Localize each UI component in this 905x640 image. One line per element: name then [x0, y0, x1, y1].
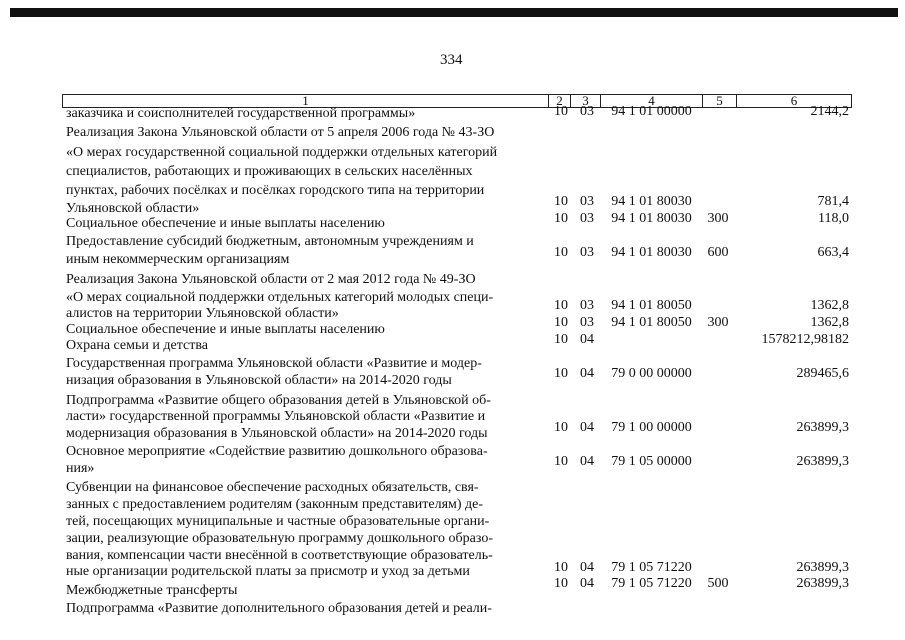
cell-section: 10 — [554, 332, 568, 347]
text-line: специалистов, работающих и проживающих в сельских населённых — [66, 164, 473, 179]
cell-expense-type: 300 — [707, 315, 729, 330]
text-line: модернизация образования в Ульяновской области» на 2014-2020 годы — [66, 426, 488, 441]
table-row — [0, 560, 905, 576]
text-line: Реализация Закона Ульяновской области от 5 апреля 2006 года № 43-ЗО — [66, 125, 495, 140]
text-line: Субвенции на финансовое обеспечение расходных обязательств, свя- — [66, 480, 479, 495]
cell-target-code: 79 0 00 00000 — [611, 366, 692, 381]
cell-amount: 1578212,98182 — [761, 332, 849, 347]
table-row — [0, 315, 905, 331]
column-header-3: 3 — [570, 94, 601, 108]
table-row — [0, 332, 905, 348]
table-row — [0, 211, 905, 227]
page-top-border — [10, 8, 898, 17]
cell-target-code: 94 1 01 80030 — [611, 194, 692, 209]
cell-target-code: 79 1 05 71220 — [611, 560, 692, 575]
text-line: пунктах, рабочих посёлках и посёлках городского типа на территории — [66, 183, 485, 198]
cell-amount: 663,4 — [817, 245, 849, 260]
text-line: ния» — [66, 461, 95, 476]
cell-section: 10 — [554, 576, 568, 591]
column-header-2: 2 — [548, 94, 571, 108]
page-number: 334 — [440, 52, 463, 68]
cell-target-code: 94 1 01 80030 — [611, 211, 692, 226]
table-row — [0, 420, 905, 436]
text-line: Социальное обеспечение и иные выплаты населению — [66, 322, 385, 337]
cell-target-code: 79 1 05 71220 — [611, 576, 692, 591]
cell-amount: 263899,3 — [796, 454, 849, 469]
cell-section: 10 — [554, 454, 568, 469]
text-line: Подпрограмма «Развитие дополнительного образования детей и реали- — [66, 601, 492, 616]
cell-subsection: 03 — [580, 194, 594, 209]
cell-subsection: 04 — [580, 576, 594, 591]
column-header-4: 4 — [600, 94, 703, 108]
cell-section: 10 — [554, 560, 568, 575]
cell-target-code: 94 1 01 80030 — [611, 245, 692, 260]
table-row — [0, 366, 905, 382]
text-line: «О мерах социальной поддержки отдельных категорий молодых специ- — [66, 290, 494, 305]
table-row — [0, 245, 905, 261]
text-line: вания, компенсации части внесённой в соответствующие образователь- — [66, 548, 493, 563]
cell-section: 10 — [554, 194, 568, 209]
text-line: «О мерах государственной социальной поддержки отдельных категорий — [66, 145, 498, 160]
text-line: Предоставление субсидий бюджетным, автономным учреждениям и — [66, 234, 474, 249]
cell-section: 10 — [554, 211, 568, 226]
text-line: заказчика и соисполнителей государственной программы» — [66, 106, 416, 121]
cell-amount: 118,0 — [818, 211, 849, 226]
table-row — [0, 104, 905, 120]
cell-expense-type: 500 — [707, 576, 729, 591]
text-line: тей, посещающих муниципальные и частные образовательные органи- — [66, 514, 490, 529]
cell-subsection: 03 — [580, 315, 594, 330]
text-line: Охрана семьи и детства — [66, 338, 208, 353]
cell-section: 10 — [554, 315, 568, 330]
cell-amount: 263899,3 — [796, 420, 849, 435]
cell-amount: 1362,8 — [810, 315, 849, 330]
cell-subsection: 03 — [580, 104, 594, 119]
cell-expense-type: 600 — [707, 245, 729, 260]
cell-amount: 289465,6 — [796, 366, 849, 381]
text-line: иным некоммерческим организациям — [66, 252, 290, 267]
table-row — [0, 454, 905, 470]
cell-subsection: 04 — [580, 332, 594, 347]
table-row — [0, 194, 905, 210]
cell-amount: 263899,3 — [796, 560, 849, 575]
text-line: занных с предоставлением родителям (законным представителям) де- — [66, 497, 484, 512]
text-line: зации, реализующие образовательную программу дошкольного образо- — [66, 531, 493, 546]
text-line: Подпрограмма «Развитие общего образования детей в Ульяновской об- — [66, 393, 491, 408]
cell-amount: 781,4 — [817, 194, 849, 209]
cell-subsection: 03 — [580, 211, 594, 226]
cell-section: 10 — [554, 104, 568, 119]
text-line: низация образования в Ульяновской области» на 2014-2020 годы — [66, 373, 452, 388]
cell-amount: 2144,2 — [810, 104, 849, 119]
column-header-5: 5 — [702, 94, 737, 108]
text-line: ласти» государственной программы Ульяновской области «Развитие и — [66, 409, 486, 424]
text-line: алистов на территории Ульяновской области» — [66, 306, 339, 321]
cell-subsection: 03 — [580, 298, 594, 313]
cell-subsection: 03 — [580, 245, 594, 260]
text-line: Межбюджетные трансферты — [66, 583, 238, 598]
cell-target-code: 94 1 01 00000 — [611, 104, 692, 119]
cell-amount: 263899,3 — [796, 576, 849, 591]
cell-subsection: 04 — [580, 420, 594, 435]
cell-expense-type: 300 — [707, 211, 729, 226]
table-row — [0, 576, 905, 592]
cell-target-code: 79 1 05 00000 — [611, 454, 692, 469]
cell-target-code: 79 1 00 00000 — [611, 420, 692, 435]
table-row — [0, 298, 905, 314]
cell-target-code: 94 1 01 80050 — [611, 298, 692, 313]
column-header-1: 1 — [62, 94, 549, 108]
cell-target-code: 94 1 01 80050 — [611, 315, 692, 330]
text-line: Государственная программа Ульяновской области «Развитие и модер- — [66, 356, 482, 371]
cell-section: 10 — [554, 420, 568, 435]
cell-section: 10 — [554, 366, 568, 381]
cell-subsection: 04 — [580, 366, 594, 381]
cell-subsection: 04 — [580, 560, 594, 575]
cell-amount: 1362,8 — [810, 298, 849, 313]
text-line: Ульяновской области» — [66, 201, 200, 216]
text-line: Социальное обеспечение и иные выплаты населению — [66, 216, 385, 231]
text-line: Реализация Закона Ульяновской области от 2 мая 2012 года № 49-ЗО — [66, 272, 476, 287]
text-line: ные организации родительской платы за присмотр и уход за детьми — [66, 564, 470, 579]
text-line: Основное мероприятие «Содействие развитию дошкольного образова- — [66, 444, 488, 459]
cell-section: 10 — [554, 245, 568, 260]
column-header-6: 6 — [736, 94, 852, 108]
cell-section: 10 — [554, 298, 568, 313]
cell-subsection: 04 — [580, 454, 594, 469]
